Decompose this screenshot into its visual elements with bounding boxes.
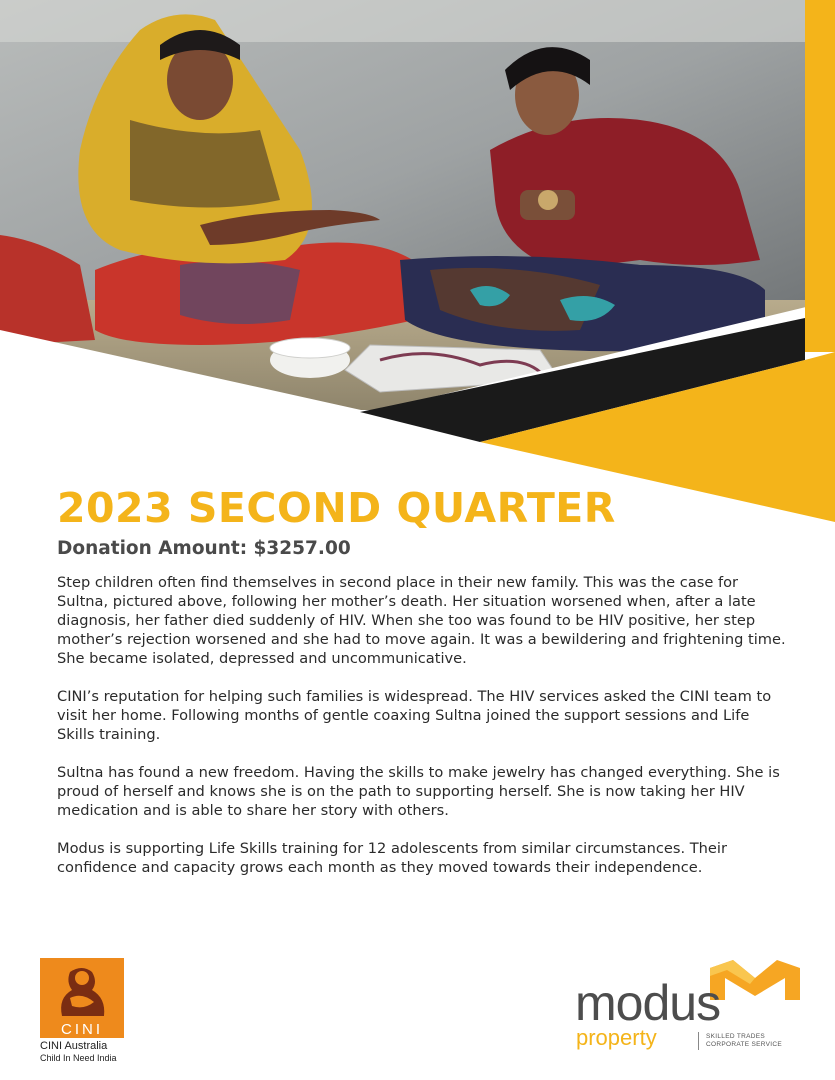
cini-logo-text: CINI xyxy=(61,1021,103,1038)
story-body xyxy=(57,573,787,896)
cini-caption xyxy=(40,1040,117,1063)
modus-divider xyxy=(698,1032,699,1050)
paragraph: Sultna has found a new freedom. Having the skills to make jewelry has changed everything. She is proud of herself and knows she is on the path to supporting herself. She is now taking her HIV medication and is able to share her story with others. xyxy=(57,764,780,819)
cini-logo xyxy=(40,958,124,1038)
modus-property: property xyxy=(576,1025,657,1050)
modus-tagline-1: SKILLED TRADES xyxy=(706,1033,765,1040)
paragraph: CINI’s reputation for helping such families is widespread. The HIV services asked the CINI team to visit her home. Following months of gentle coaxing Sultna joined the support sessions and Life Skills training. xyxy=(57,688,772,743)
paragraph: Modus is supporting Life Skills training for 12 adolescents from similar circumstances. Their confidence and capacity grows each month as they moved towards their independence. xyxy=(57,840,727,876)
modus-wordmark: modus xyxy=(575,975,721,1031)
donation-amount: Donation Amount: $3257.00 xyxy=(57,538,351,559)
paragraph: Step children often find themselves in second place in their new family. This was the case for Sultna, pictured above, following her mother’s death. Her situation worsened when, after a late diagnosis, her father died suddenly of HIV. When she too was found to be HIV positive, her step mother’s rejection worsened and she had to move again. It was a bewildering and frightening time. She became isolated, depressed and uncommunicative. xyxy=(57,574,786,667)
cini-name: CINI Australia xyxy=(40,1040,108,1052)
modus-tagline-2: CORPORATE SERVICE xyxy=(706,1041,783,1048)
hero-photo xyxy=(0,0,835,530)
page-title: 2023 SECOND QUARTER xyxy=(57,484,616,532)
modus-tagline xyxy=(706,1033,782,1049)
cini-tagline: Child In Need India xyxy=(40,1053,117,1063)
